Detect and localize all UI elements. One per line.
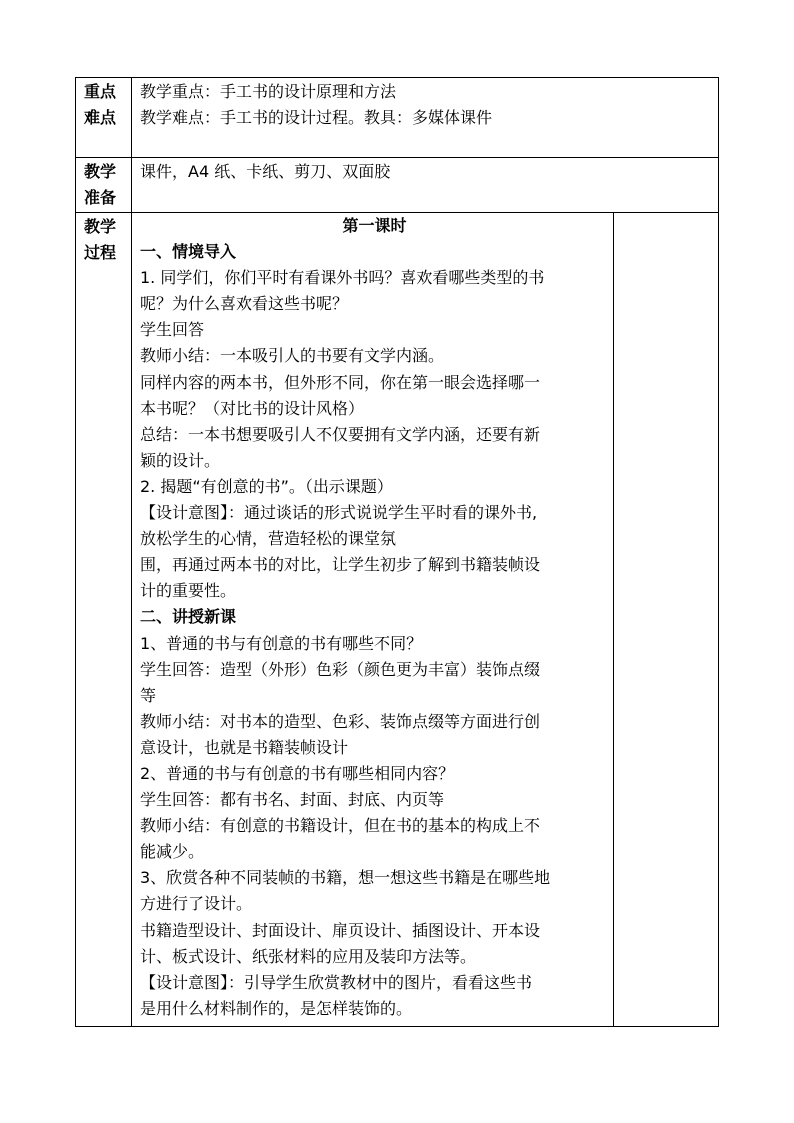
- focus-difficult-point: 教学难点：手工书的设计过程。教具：多媒体课件: [140, 108, 493, 127]
- section1-line: 1. 同学们，你们平时有看课外书吗？喜欢看哪些类型的书: [140, 268, 545, 288]
- prep-row: [76, 158, 719, 213]
- prep-content-cell: [132, 158, 719, 213]
- section1-line: 【设计意图】：通过谈话的形式说说学生平时看的课外书,: [140, 503, 538, 523]
- prep-materials: 课件，A4 纸、卡纸、剪刀、双面胶: [140, 162, 391, 181]
- section2-line: 意设计，也就是书籍装帧设计: [140, 737, 349, 757]
- section1-line: 学生回答: [140, 320, 205, 340]
- section2-line: 1、普通的书与有创意的书有哪些不同？: [140, 633, 423, 653]
- focus-label: [76, 78, 131, 131]
- section2-line: 学生回答：都有书名、封面、封底、内页等: [140, 790, 445, 810]
- process-label-line: 过程: [84, 243, 117, 262]
- section1-line: 呢？为什么喜欢看这些书呢？: [140, 294, 349, 314]
- section1-line: 同样内容的两本书，但外形不同，你在第一眼会选择哪一: [140, 372, 541, 392]
- section1-line: 计的重要性。: [140, 581, 237, 601]
- focus-row: [76, 78, 719, 158]
- section1-heading: 一、情境导入: [140, 242, 237, 262]
- section2-line: 方进行了设计。: [140, 894, 253, 914]
- focus-content-cell: [132, 78, 719, 158]
- process-label-line: 教学: [84, 217, 117, 236]
- section2-heading: 二、讲授新课: [140, 607, 237, 627]
- section1-line: 教师小结：一本吸引人的书要有文学内涵。: [140, 346, 445, 366]
- section2-line: 等: [140, 685, 157, 705]
- section2-line: 书籍造型设计、封面设计、扉页设计、插图设计、开本设: [140, 920, 541, 940]
- process-label-cell: [76, 213, 132, 1027]
- section1-line: 总结：一本书想要吸引人不仅要拥有文学内涵，还要有新: [140, 424, 541, 444]
- prep-label-line: 教学: [84, 162, 117, 181]
- section2-line: 能减少。: [140, 842, 205, 862]
- section1-line: 围，再通过两本书的对比，让学生初步了解到书籍装帧设: [140, 555, 541, 575]
- focus-label-line: 重点: [84, 82, 117, 101]
- section1-line: 本书呢？（对比书的设计风格）: [140, 398, 365, 418]
- section2-line: 学生回答：造型（外形）色彩（颜色更为丰富）装饰点缀: [140, 659, 541, 679]
- prep-label-line: 准备: [84, 188, 117, 207]
- section2-line: 教师小结：对书本的造型、色彩、装饰点缀等方面进行创: [140, 711, 541, 731]
- section2-line: 2、普通的书与有创意的书有哪些相同内容？: [140, 763, 455, 783]
- lesson-title: 第一课时: [342, 216, 407, 235]
- focus-label-cell: [76, 78, 132, 158]
- focus-key-point: 教学重点：手工书的设计原理和方法: [140, 82, 397, 101]
- prep-label: [76, 158, 131, 211]
- section1-line: 颖的设计。: [140, 450, 221, 470]
- section2-line: 教师小结：有创意的书籍设计，但在书的基本的构成上不: [140, 816, 541, 836]
- section1-line: 2. 揭题“有创意的书”。（出示课题）: [140, 476, 393, 496]
- section2-line: 计、板式设计、纸张材料的应用及装印方法等。: [140, 946, 477, 966]
- process-notes-cell: [614, 213, 719, 1027]
- lesson-plan-table: [75, 77, 719, 1027]
- section1-line: 放松学生的心情，营造轻松的课堂氛: [140, 529, 397, 549]
- process-label: [76, 213, 131, 266]
- prep-label-cell: [76, 158, 132, 213]
- section2-line: 3、欣赏各种不同装帧的书籍，想一想这些书籍是在哪些地: [140, 868, 551, 888]
- process-row: [76, 213, 719, 1027]
- section2-line: 【设计意图】：引导学生欣赏教材中的图片，看看这些书: [140, 972, 533, 992]
- focus-label-line: 难点: [84, 108, 117, 127]
- section2-line: 是用什么材料制作的，是怎样装饰的。: [140, 998, 413, 1018]
- process-content-cell: [132, 213, 614, 1027]
